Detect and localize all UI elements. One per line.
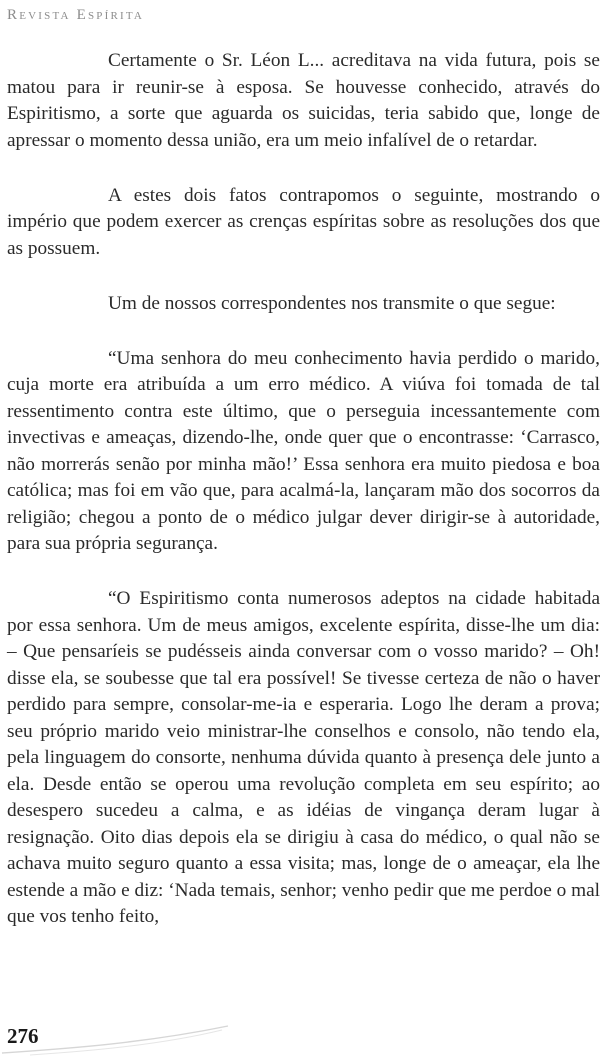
body-text (7, 48, 600, 931)
paragraph-3: Um de nossos correspondentes nos transmite o que segue: (108, 292, 556, 314)
paragraph-4: “Uma senhora do meu conhecimento havia perdido o marido, cuja morte era atribuída a um erro médico. A viúva foi tomada de tal ressentimento contra este último, que o perseguia incessantemente com invectivas e ameaças, dizendo-lhe, onde quer que o encontrasse: ‘Carrasco, não morrerás senão por minha mão!’ Essa senhora era muito piedosa e boa católica; mas foi em vão que, para acalmá-la, lançaram mão dos socorros da religião; chegou a ponto de o médico julgar dever dirigir-se à autoridade, para sua própria segurança. (7, 347, 600, 554)
page-number: 276 (7, 1024, 39, 1048)
paragraph-2: A estes dois fatos contrapomos o seguinte, mostrando o império que podem exercer as crenças espíritas sobre as resoluções dos que as possuem. (7, 184, 600, 259)
paragraph-1: Certamente o Sr. Léon L... acreditava na vida futura, pois se matou para ir reunir-se à esposa. Se houvesse conhecido, através do Espiritismo, a sorte que aguarda os suicidas, teria sabido que, longe de apressar o momento dessa união, era um meio infalível de o retardar. (7, 50, 600, 151)
paragraph-5: “O Espiritismo conta numerosos adeptos na cidade habitada por essa senhora. Um de meus amigos, excelente espírita, disse-lhe um dia: – Que pensaríeis se pudésseis ainda conversar com o vosso marido? – Oh! disse ela, se soubesse que tal era possível! Se tivesse certeza de não o haver perdido para sempre, consolar-me-ia e esperaria. Logo lhe deram a prova; seu próprio marido veio ministrar-lhe conselhos e consolo, não tendo ela, pela linguagem do consorte, nenhuma dúvida quanto à presença dele junto a ela. Desde então se operou uma revolução completa em seu espírito; ao desespero sucedeu a calma, e as idéias de vingança deram lugar à resignação. Oito dias depois ela se dirigiu à casa do médico, o qual não se achava muito seguro quanto a essa visita; mas, longe de o ameaçar, ela lhe estende a mão e diz: ‘Nada temais, senhor; venho pedir que me perdoe o mal que vos tenho feito, (7, 588, 600, 927)
running-head: Revista Espírita (7, 7, 145, 23)
